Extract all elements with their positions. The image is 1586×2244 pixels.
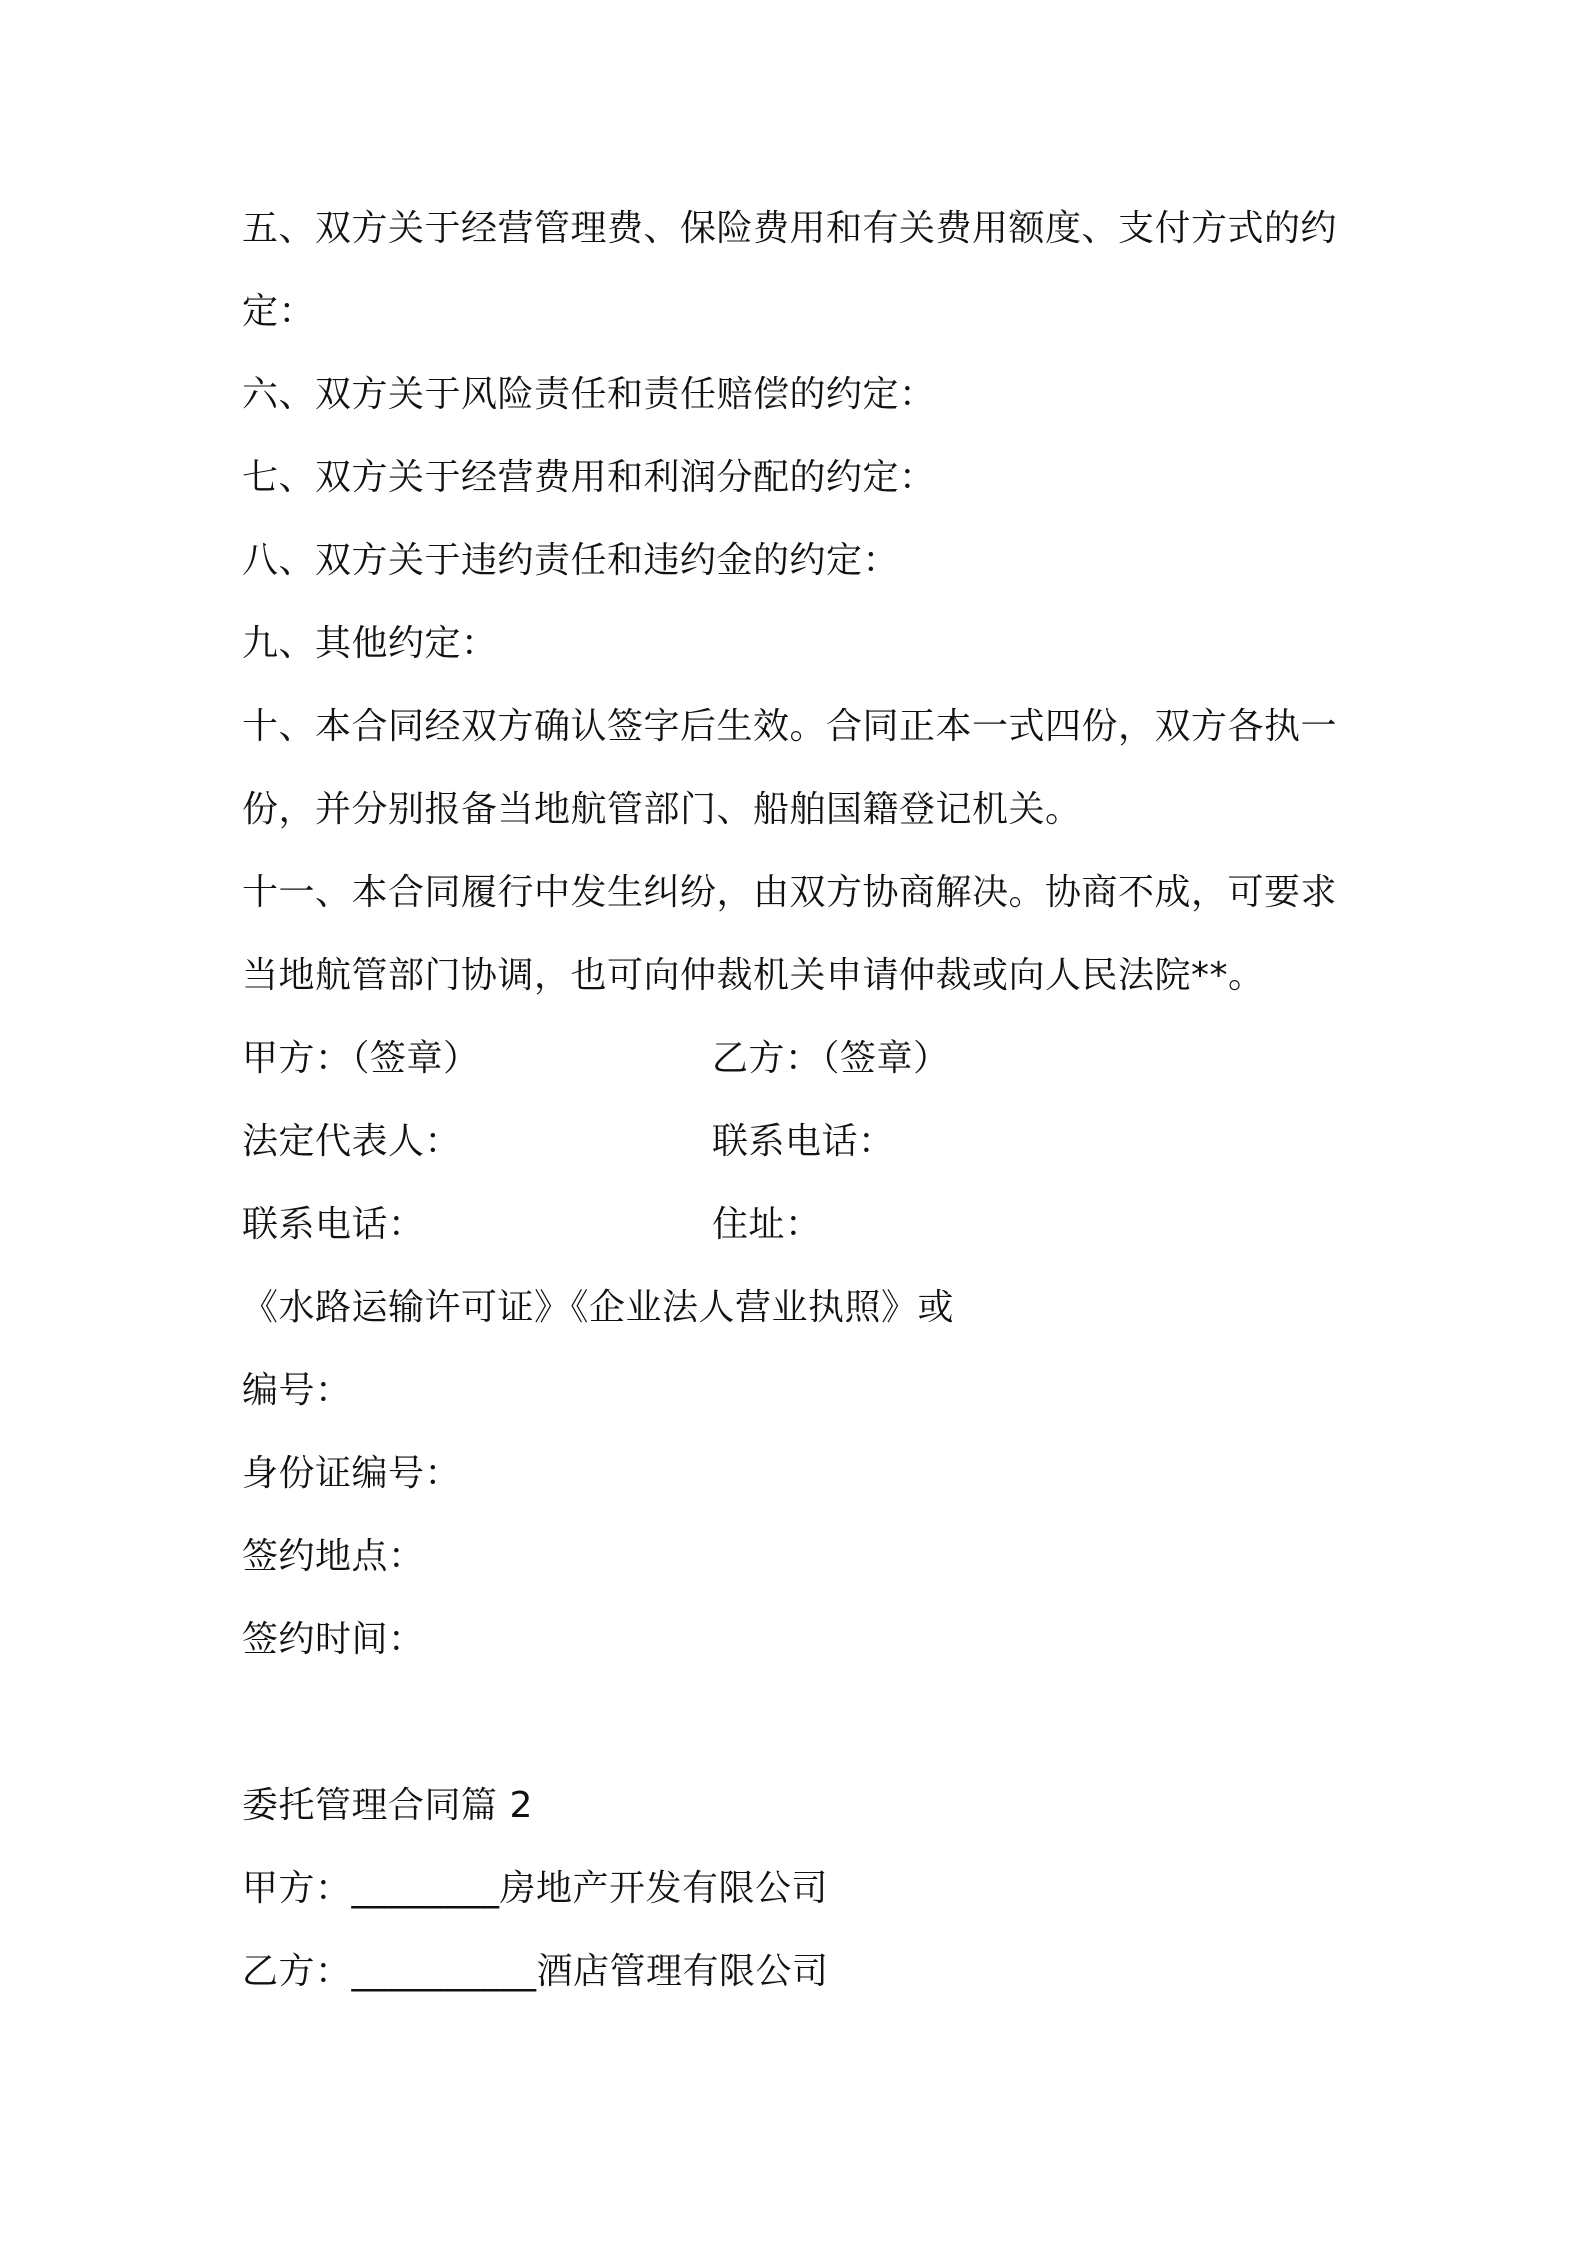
clause-5-line-1: 五、双方关于经营管理费、保险费用和有关费用额度、支付方式的约: [242, 208, 1338, 249]
clause-11-line-1: 十一、本合同履行中发生纠纷，由双方协商解决。协商不成，可要求: [242, 872, 1338, 913]
sign-time-label: 签约时间：: [242, 1619, 425, 1660]
party-a-phone-label: 联系电话：: [242, 1204, 425, 1245]
clause-5-line-2: 定：: [242, 291, 316, 332]
number-label: 编号：: [242, 1370, 352, 1411]
sign-place-label: 签约地点：: [242, 1536, 425, 1577]
section-2-party-a: 甲方：________房地产开发有限公司: [242, 1868, 829, 1909]
section-2-party-b: 乙方：__________酒店管理有限公司: [242, 1951, 829, 1992]
clause-8: 八、双方关于违约责任和违约金的约定：: [242, 540, 900, 581]
clause-6: 六、双方关于风险责任和责任赔偿的约定：: [242, 374, 936, 415]
party-b-phone-label: 联系电话：: [712, 1121, 895, 1162]
clause-10-line-1: 十、本合同经双方确认签字后生效。合同正本一式四份，双方各执一: [242, 706, 1338, 747]
clause-11-line-2: 当地航管部门协调，也可向仲裁机关申请仲裁或向人民法院**。: [242, 955, 1265, 996]
address-label: 住址：: [712, 1204, 822, 1245]
party-b-seal: 乙方：（签章）: [712, 1038, 950, 1079]
id-number-label: 身份证编号：: [242, 1453, 462, 1494]
clause-7: 七、双方关于经营费用和利润分配的约定：: [242, 457, 936, 498]
party-a-seal: 甲方：（签章）: [242, 1038, 480, 1079]
legal-representative-label: 法定代表人：: [242, 1121, 462, 1162]
clause-9: 九、其他约定：: [242, 623, 498, 664]
section-2-title: 委托管理合同篇 2: [242, 1785, 533, 1826]
clause-10-line-2: 份，并分别报备当地航管部门、船舶国籍登记机关。: [242, 789, 1082, 830]
license-line: 《水路运输许可证》《企业法人营业执照》或: [242, 1287, 955, 1328]
